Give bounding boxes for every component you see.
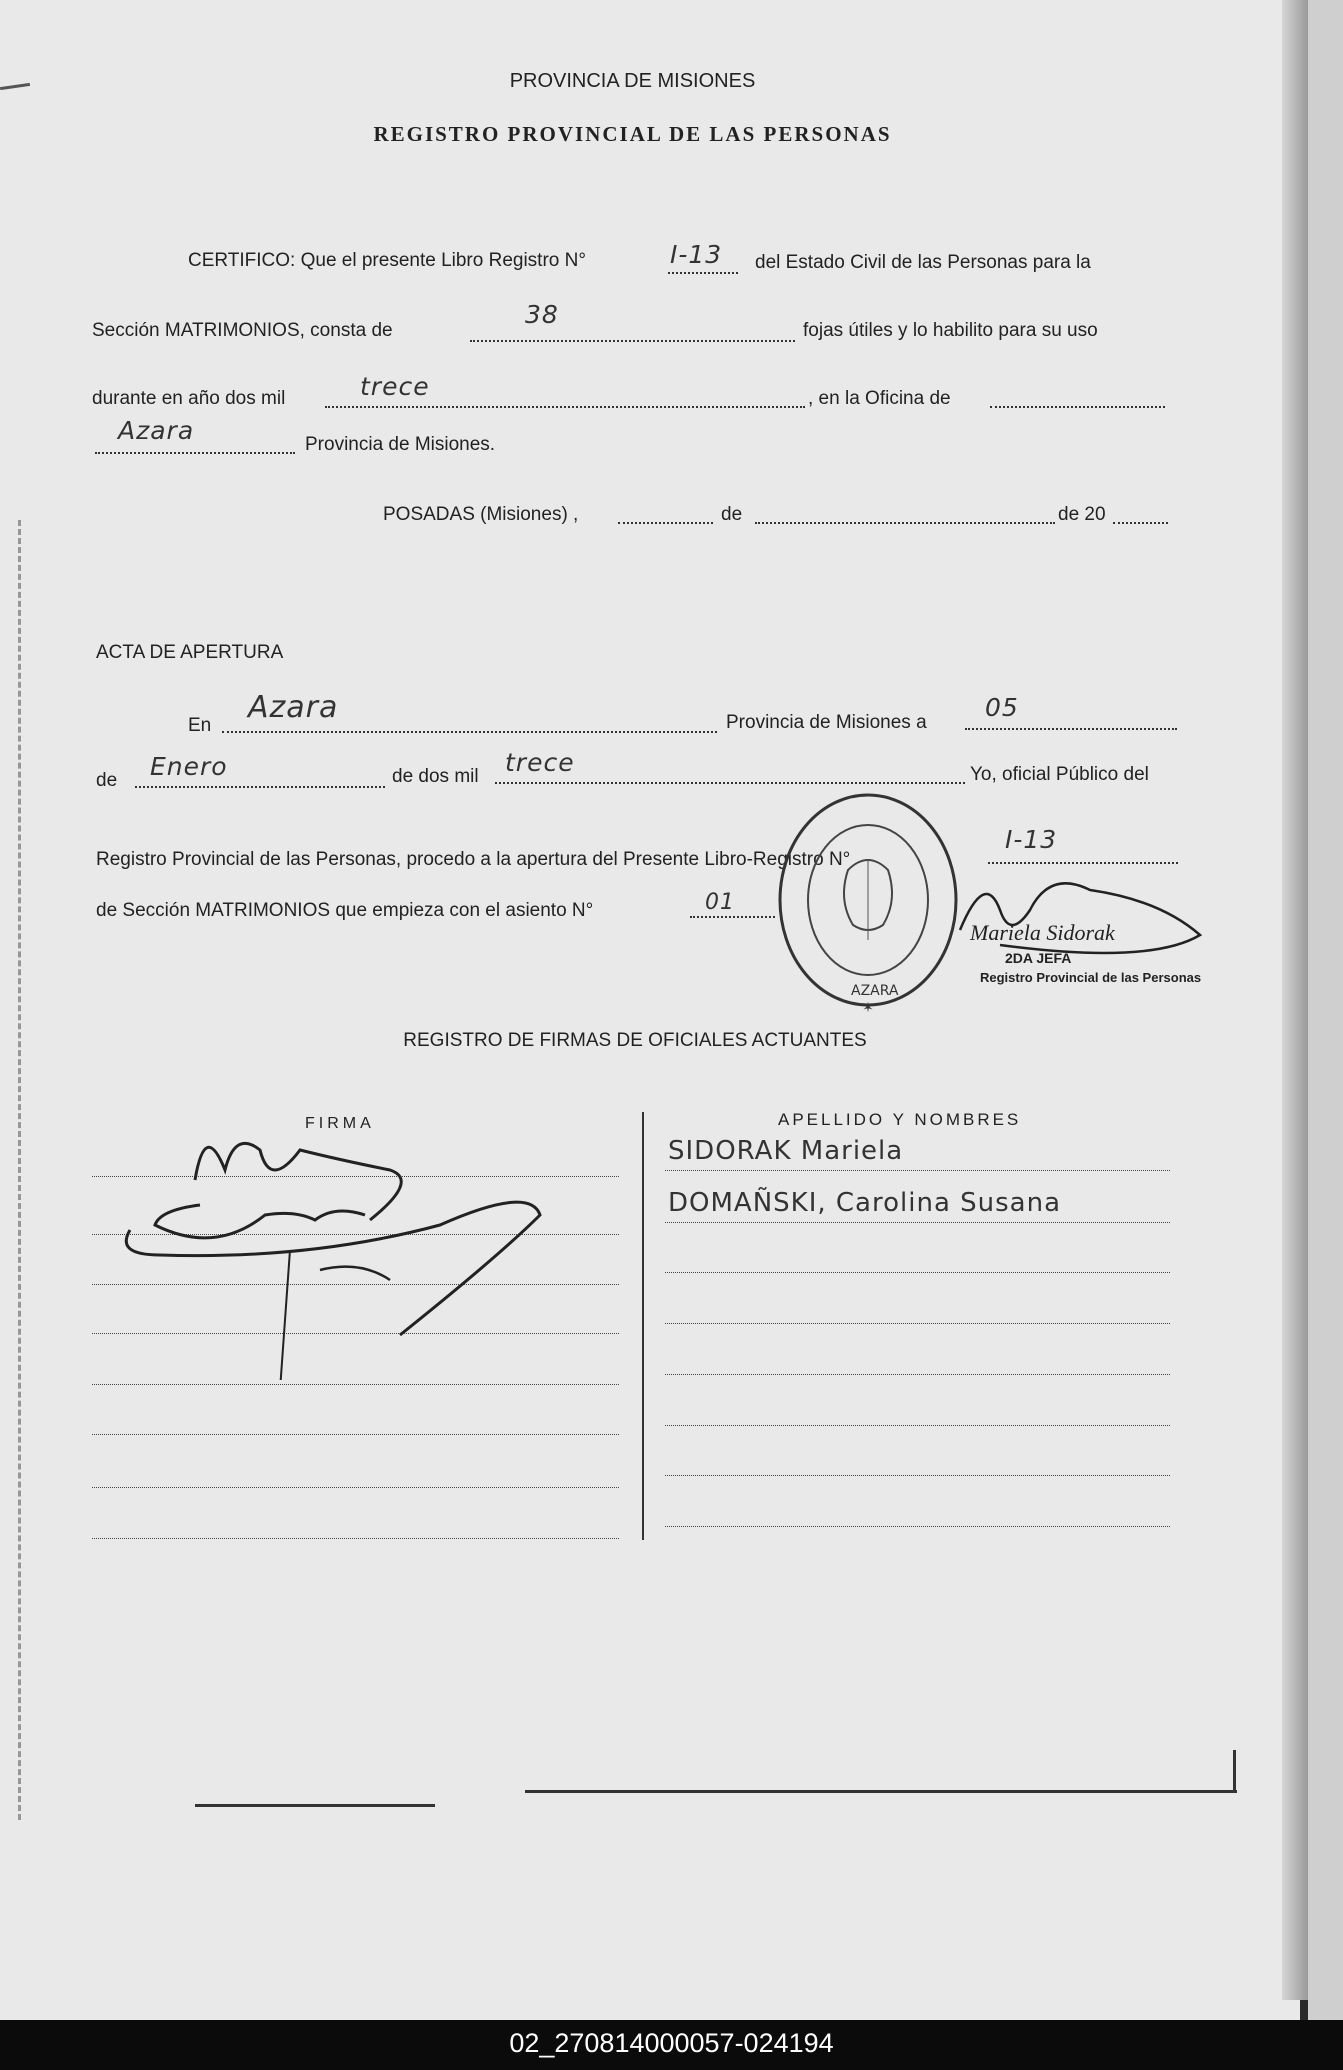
acta-title: ACTA DE APERTURA bbox=[96, 642, 284, 663]
acta-asiento-dots bbox=[690, 916, 775, 918]
acta-line3: Registro Provincial de las Personas, procedo a la apertura del Presente Libro-Registro N° bbox=[96, 849, 851, 870]
page-edge-shadow bbox=[1282, 0, 1308, 2000]
col-apellido-header: APELLIDO Y NOMBRES bbox=[778, 1110, 1022, 1129]
acta-year-handwritten: trece bbox=[505, 748, 575, 777]
acta-libro-handwritten: I-13 bbox=[1005, 825, 1058, 854]
fojas-handwritten: 38 bbox=[525, 300, 559, 329]
col-firma-header: FIRMA bbox=[305, 1115, 375, 1132]
acta-month-handwritten: Enero bbox=[150, 752, 228, 781]
binding-edge bbox=[18, 520, 27, 1820]
bottom-rule-left bbox=[195, 1804, 435, 1807]
date-day-dots bbox=[618, 522, 713, 524]
date-de-label: de bbox=[721, 504, 743, 525]
cert-line3-pre: durante en año dos mil bbox=[92, 388, 286, 409]
cert-line4-post: Provincia de Misiones. bbox=[305, 434, 496, 455]
officials-signatures bbox=[110, 1100, 570, 1380]
firma-line bbox=[92, 1384, 619, 1385]
acta-month-dots bbox=[135, 786, 385, 788]
scan-code: 02_270814000057-024194 bbox=[509, 2028, 834, 2058]
firma-line bbox=[92, 1434, 619, 1435]
official-seal-stamp bbox=[773, 790, 963, 1015]
year-dots bbox=[325, 406, 805, 408]
apellido-line bbox=[665, 1272, 1170, 1273]
posadas-label: POSADAS (Misiones) , bbox=[383, 504, 579, 525]
scan-margin bbox=[1308, 0, 1343, 2020]
bottom-rule-corner bbox=[1233, 1750, 1236, 1792]
date-year-dots bbox=[1113, 522, 1168, 524]
apellido-line bbox=[665, 1323, 1170, 1324]
apellido-line bbox=[665, 1475, 1170, 1476]
acta-prov-label: Provincia de Misiones a bbox=[726, 712, 927, 733]
apellido-line bbox=[665, 1425, 1170, 1426]
acta-line4: de Sección MATRIMONIOS que empieza con el asiento N° bbox=[96, 900, 594, 921]
apellido-line bbox=[665, 1374, 1170, 1375]
apellido-line bbox=[665, 1526, 1170, 1527]
acta-place-handwritten: Azara bbox=[248, 690, 339, 725]
acta-year-dots bbox=[495, 782, 965, 784]
official-name-1: SIDORAK Mariela bbox=[668, 1136, 904, 1166]
signature-role: 2DA JEFA bbox=[1005, 950, 1072, 966]
firmas-column-divider bbox=[642, 1112, 644, 1540]
libro-num-handwritten: I-13 bbox=[670, 240, 723, 269]
firma-line bbox=[92, 1487, 619, 1488]
acta-libro-dots bbox=[988, 862, 1178, 864]
firma-line bbox=[92, 1538, 619, 1539]
acta-asiento-handwritten: 01 bbox=[705, 890, 735, 915]
office-handwritten: Azara bbox=[118, 416, 195, 445]
cert-line1-pre: CERTIFICO: Que el presente Libro Registro N° bbox=[188, 250, 586, 271]
date-month-dots bbox=[755, 522, 1055, 524]
signature-name: Mariela Sidorak bbox=[970, 920, 1115, 945]
year-handwritten: trece bbox=[360, 372, 430, 401]
cert-line1-post: del Estado Civil de las Personas para la bbox=[755, 252, 1091, 273]
acta-place-dots bbox=[222, 731, 717, 733]
acta-dos-mil-label: de dos mil bbox=[392, 766, 479, 787]
acta-day-handwritten: 05 bbox=[985, 693, 1019, 722]
acta-de-label: de bbox=[96, 770, 118, 791]
signature-org: Registro Provincial de las Personas bbox=[980, 970, 1202, 985]
province-header: PROVINCIA DE MISIONES bbox=[509, 70, 756, 92]
cert-line2-pre: Sección MATRIMONIOS, consta de bbox=[92, 320, 393, 341]
apellido-line bbox=[665, 1170, 1170, 1171]
stamp-office-text: AZARA bbox=[851, 983, 899, 999]
office-dots bbox=[95, 452, 295, 454]
cert-line3-post: , en la Oficina de bbox=[808, 388, 951, 409]
acta-day-dots bbox=[965, 728, 1177, 730]
bottom-rule-right bbox=[525, 1790, 1237, 1793]
registry-header: REGISTRO PROVINCIAL DE LAS PERSONAS bbox=[373, 122, 892, 146]
date-year-label: de 20 bbox=[1058, 504, 1106, 525]
svg-text:✶: ✶ bbox=[862, 1000, 874, 1015]
official-name-2: DOMAÑSKI, Carolina Susana bbox=[668, 1188, 1062, 1218]
office-dots-right bbox=[990, 406, 1165, 408]
firmas-title: REGISTRO DE FIRMAS DE OFICIALES ACTUANTES bbox=[403, 1030, 867, 1051]
apellido-line bbox=[665, 1222, 1170, 1223]
fojas-dots bbox=[470, 340, 795, 342]
acta-en-label: En bbox=[188, 715, 212, 736]
acta-yo-label: Yo, oficial Público del bbox=[970, 764, 1149, 785]
cert-line2-post: fojas útiles y lo habilito para su uso bbox=[803, 320, 1098, 341]
libro-num-dots bbox=[668, 272, 738, 274]
